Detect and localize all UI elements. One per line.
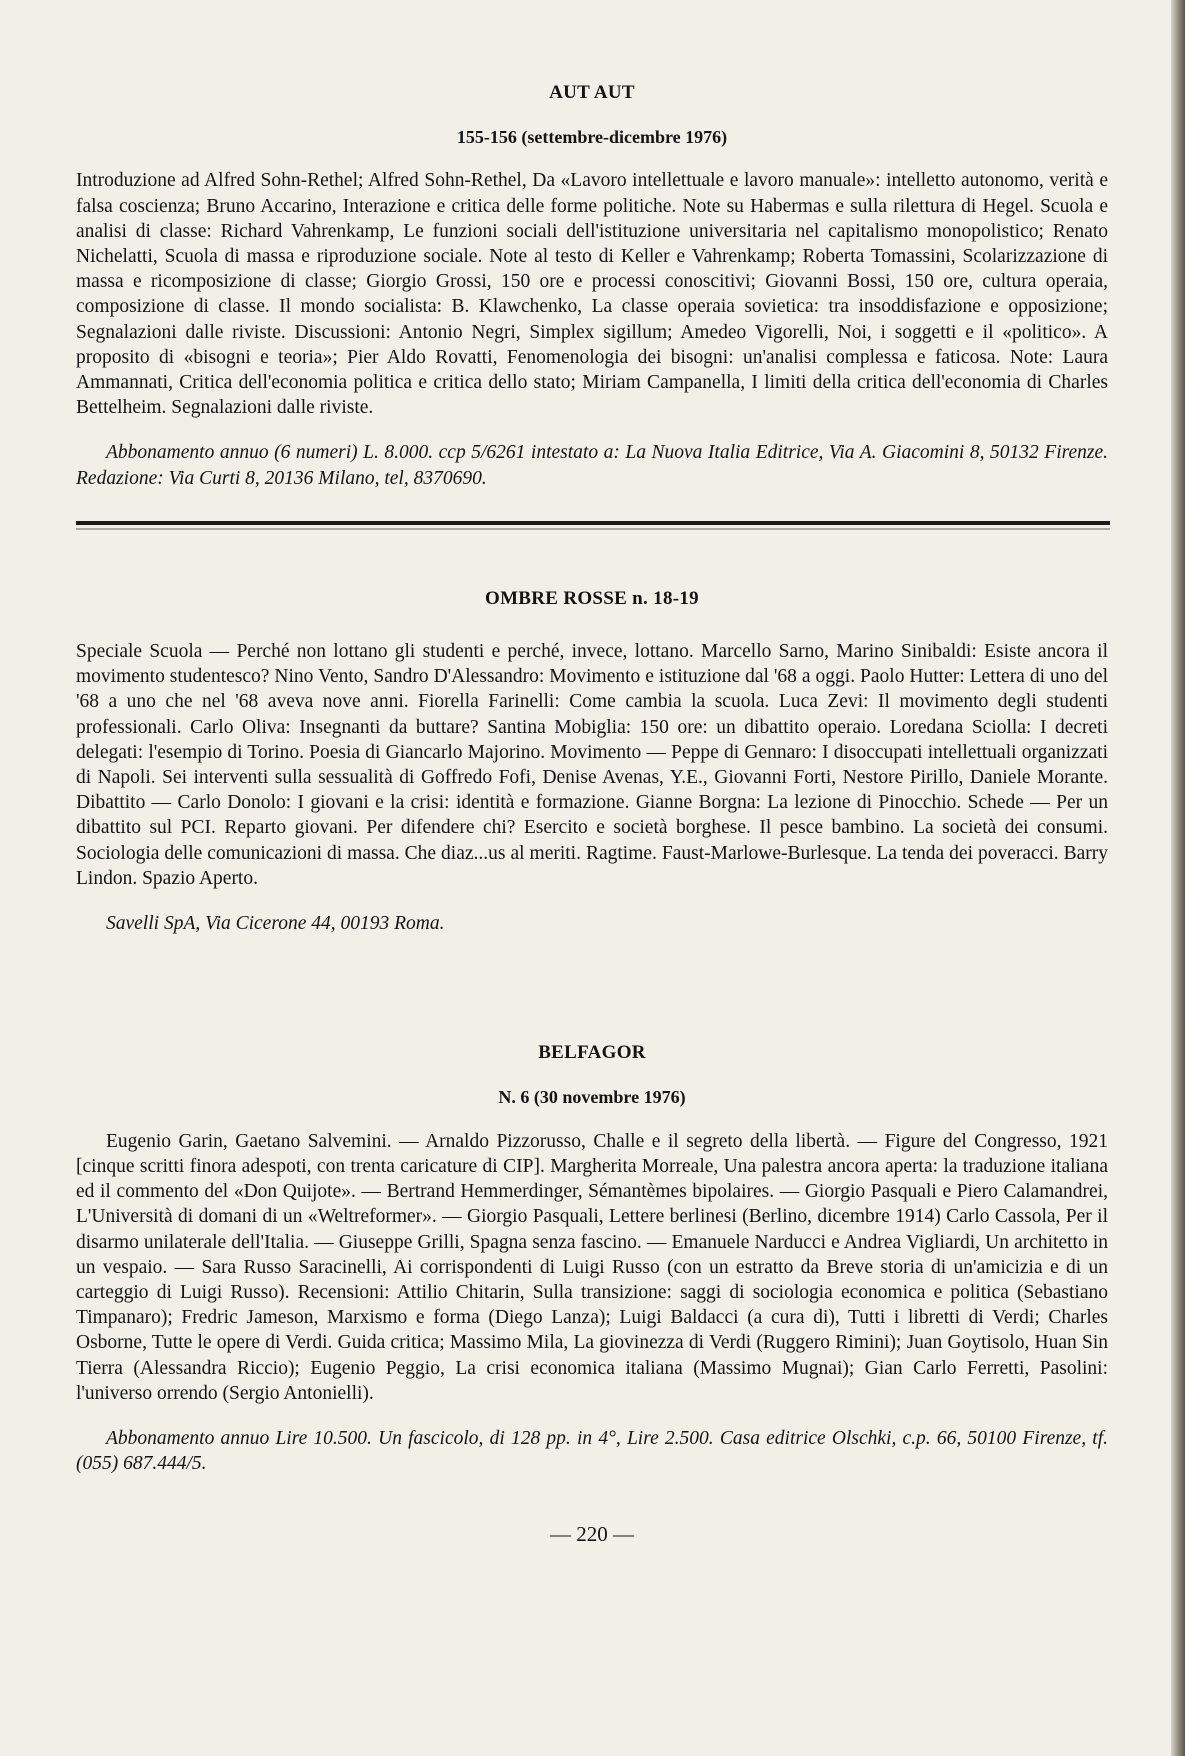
ombre-rosse-section	[76, 586, 1108, 936]
document-page	[76, 80, 1108, 1548]
belfagor-section	[76, 1040, 1108, 1476]
subscription-note: Abbonamento annuo Lire 10.500. Un fascicolo, di 128 pp. in 4°, Lire 2.500. Casa editrice Olschki, c.p. 66, 50100 Firenze, tf. (055) 687.444/5.	[76, 1427, 1108, 1475]
page-edge	[1171, 0, 1185, 1756]
section-title: AUT AUT	[549, 82, 635, 103]
section-divider	[76, 521, 1110, 525]
issue-line: 155-156 (settembre-dicembre 1976)	[456, 127, 728, 148]
section-divider-shadow	[76, 528, 1110, 530]
section-title: BELFAGOR	[538, 1042, 646, 1064]
contents-paragraph: Eugenio Garin, Gaetano Salvemini. — Arnaldo Pizzorusso, Challe e il segreto della libertà. — Figure del Congresso, 1921 [cinque scritti finora adespoti, con trenta caricature di CIP]. Margherita Morreale, Una palestra ancora aperta: la traduzione italiana ed il commento del «Don Quijote». — Bertrand Hemmerdinger, Sémantèmes bipolaires. — Giorgio Pasquali e Piero Calamandrei, L'Università di domani di un «Weltreformer». — Giorgio Pasquali, Lettere berlinesi (Berlino, dicembre 1914) Carlo Cassola, Per il disarmo unilaterale dell'Italia. — Giuseppe Grilli, Spagna senza fascino. — Emanuele Narducci e Andrea Vigliardi, Un architetto in un vespaio. — Sara Russo Saracinelli, Ai corrispondenti di Luigi Russo (con un estratto da Breve storia di un'amicizia e di un carteggio di Luigi Russo). Recensioni: Attilio Chitarin, Sulla transizione: saggi di sociologia economica e politica (Sebastiano Timpanaro); Fredric Jameson, Marxismo e forma (Diego Lanza); Luigi Baldacci (a cura di), Tutti i libretti di Verdi; Charles Osborne, Tutte le opere di Verdi. Guida critica; Massimo Mila, La giovinezza di Verdi (Ruggero Rimini); Juan Goytisolo, Huan Sin Tierra (Alessandra Riccio); Eugenio Peggio, La crisi economica italiana (Massimo Mugnai); Gian Carlo Ferretti, Pasolini: l'universo orrendo (Sergio Antonielli).	[76, 1130, 1108, 1404]
issue-line: N. 6 (30 novembre 1976)	[498, 1087, 686, 1108]
contents-paragraph: Speciale Scuola — Perché non lottano gli studenti e perché, invece, lottano. Marcello Sarno, Marino Sinibaldi: Esiste ancora il movimento studentesco? Nino Vento, Sandro D'Alessandro: Movimento e istituzione dal '68 a oggi. Paolo Hutter: Lettera di uno del '68 a uno che nel '68 aveva nove anni. Fiorella Farinelli: Come cambia la scuola. Luca Zevi: Il movimento degli studenti professionali. Carlo Oliva: Insegnanti da buttare? Santina Mobiglia: 150 ore: un dibattito operaio. Loredana Sciolla: I decreti delegati: l'esempio di Torino. Poesia di Giancarlo Majorino. Movimento — Peppe di Gennaro: I disoccupati intellettuali organizzati di Napoli. Sei interventi sulla sessualità di Goffredo Fofi, Denise Avenas, Y.E., Giovanni Forti, Nestore Pirillo, Daniele Morante. Dibattito — Carlo Donolo: I giovani e la crisi: identità e formazione. Gianne Borgna: La lezione di Pinocchio. Schede — Per un dibattito sul PCI. Reparto giovani. Per difendere chi? Esercito e società borghese. Il pesce bambino. La società dei consumi. Sociologia delle comunicazioni di massa. Che diaz...us al meriti. Ragtime. Faust-Marlowe-Burlesque. La tenda dei poveracci. Barry Lindon. Spazio Aperto.	[76, 641, 1108, 889]
section-title: OMBRE ROSSE n. 18-19	[485, 587, 699, 609]
page-number: — 220 —	[550, 1522, 634, 1547]
aut-aut-section	[76, 80, 1108, 491]
publisher-note: Savelli SpA, Via Cicerone 44, 00193 Roma.	[106, 913, 445, 935]
contents-paragraph: Introduzione ad Alfred Sohn-Rethel; Alfred Sohn-Rethel, Da «Lavoro intellettuale e lavoro manuale»: intelletto autonomo, verità e falsa coscienza; Bruno Accarino, Interazione e critica delle forme politiche. Note su Habermas e sulla rilettura di Hegel. Scuola e analisi di classe: Richard Vahrenkamp, Le funzioni sociali dell'istituzione universitaria nel capitalismo monopolistico; Renato Nichelatti, Scuola di massa e riproduzione sociale. Note al testo di Keller e Vahrenkamp; Roberta Tomassini, Scolarizzazione di massa e ricomposizione di classe; Giorgio Grossi, 150 ore e processi conoscitivi; Giovanni Bossi, 150 ore, cultura operaia, composizione di classe. Il mondo socialista: B. Klawchenko, La classe operaia sovietica: tra insoddisfazione e opposizione; Segnalazioni dalle riviste. Discussioni: Antonio Negri, Simplex sigillum; Amedeo Vigorelli, Noi, i soggetti e il «politico». A proposito di «bisogni e teoria»; Pier Aldo Rovatti, Fenomenologia dei bisogni: un'analisi complessa e faticosa. Note: Laura Ammannati, Critica dell'economia politica e critica dello stato; Miriam Campanella, I limiti della critica dell'economia di Charles Bettelheim. Segnalazioni dalle riviste.	[76, 170, 1108, 419]
subscription-note: Abbonamento annuo (6 numeri) L. 8.000. ccp 5/6261 intestato a: La Nuova Italia Editrice, Via A. Giacomini 8, 50132 Firenze. Redazione: Via Curti 8, 20136 Milano, tel, 8370690.	[76, 442, 1108, 489]
